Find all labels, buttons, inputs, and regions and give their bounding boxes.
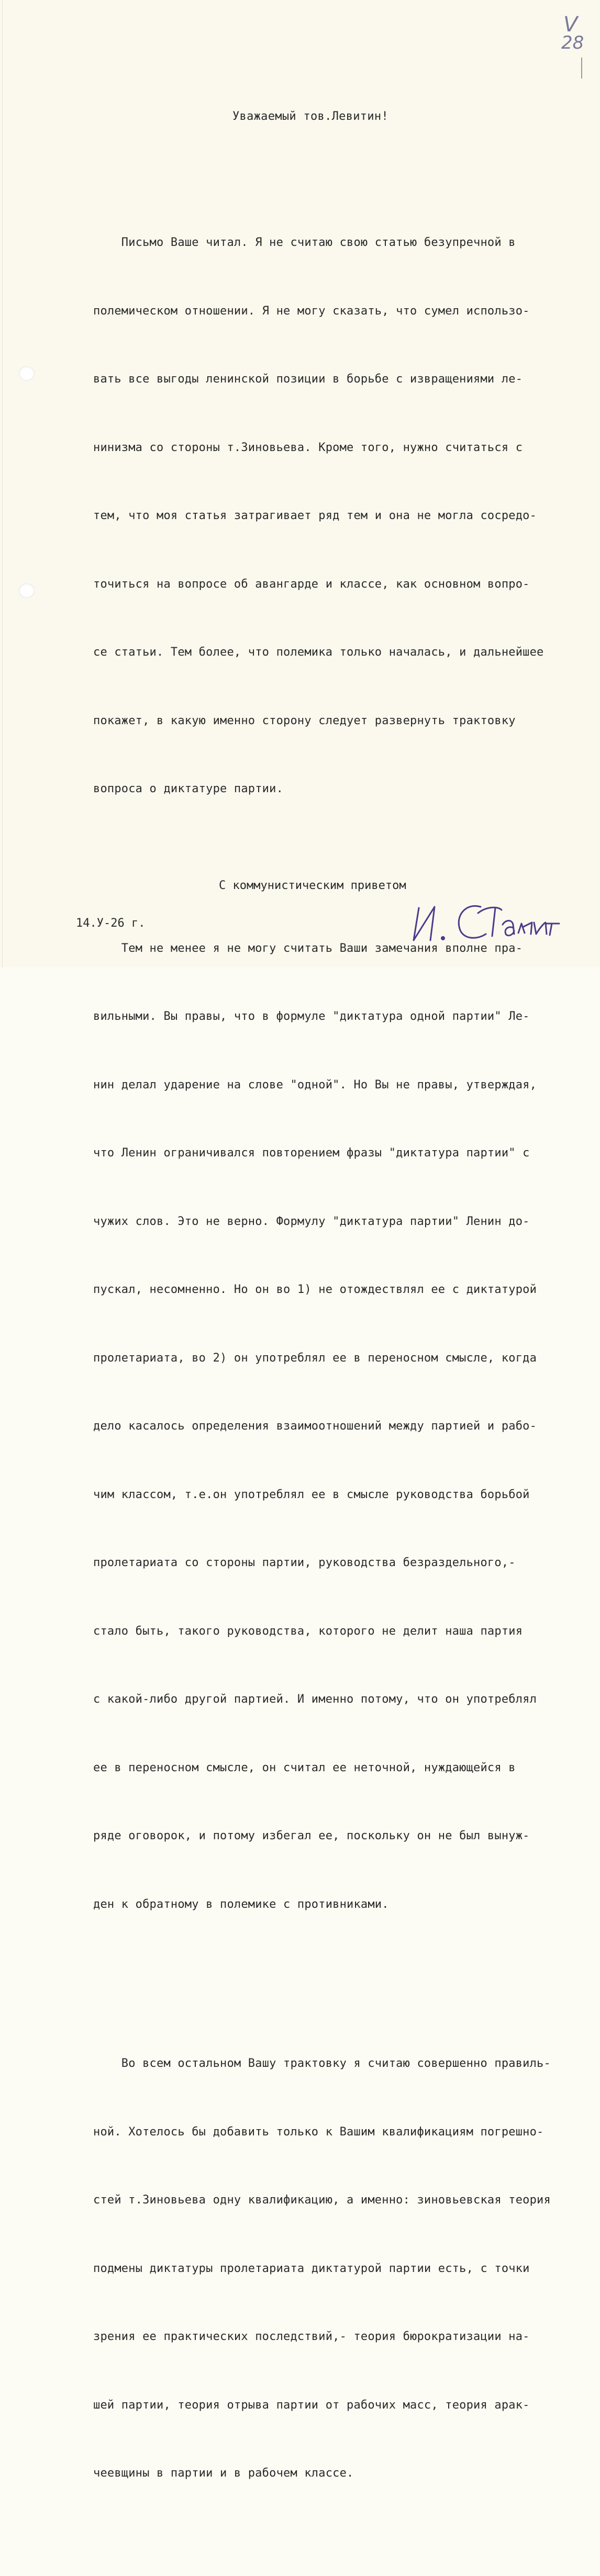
punch-hole <box>19 366 35 381</box>
text-line: ряде оговорок, и потому избегал ее, поскольку он не был вынуж- <box>93 1829 530 1842</box>
letter-body <box>93 140 575 2576</box>
letter-salutation: Уважаемый тов.Левитин! <box>232 110 388 123</box>
text-line: пролетариата со стороны партии, руководства безраздельного,- <box>93 1556 516 1569</box>
text-line: стей т.Зиновьева одну квалификацию, а именно: зиновьевская теория <box>93 2193 551 2207</box>
text-line: чужих слов. Это не верно. Формулу "диктатура партии" Ленин до- <box>93 1214 530 1228</box>
letter-closing: С коммунистическим приветом <box>219 879 406 892</box>
archive-page-mark <box>559 13 596 54</box>
text-line: нин делал ударение на слове "одной". Но Вы не правы, утверждая, <box>93 1078 537 1092</box>
text-line: дело касалось определения взаимоотношений между партией и рабо- <box>93 1420 537 1433</box>
text-line: вильными. Вы правы, что в формуле "диктатура одной партии" Ле- <box>93 1010 530 1023</box>
text-line: пролетариата, во 2) он употреблял ее в переносном смысле, когда <box>93 1351 537 1365</box>
handwritten-signature <box>407 892 564 950</box>
text-line: с какой-либо другой партией. И именно потому, что он употреблял <box>93 1693 537 1706</box>
text-line: точиться на вопросе об авангарде и классе, как основном вопро- <box>93 577 530 591</box>
text-line: пускал, несомненно. Но он во 1) не отождествлял ее с диктатурой <box>93 1283 537 1296</box>
paragraph-1 <box>93 186 575 846</box>
text-line: чим классом, т.е.он употреблял ее в смысле руководства борьбой <box>93 1488 530 1501</box>
text-line: ден к обратному в полемике с противниками. <box>93 1897 389 1911</box>
text-line: полемическом отношении. Я не могу сказать, что сумел использо- <box>93 304 530 318</box>
text-line: что Ленин ограничивался повторением фразы "диктатура партии" с <box>93 1146 530 1160</box>
text-line: подмены диктатуры пролетариата диктатурой партии есть, с точки <box>93 2262 530 2275</box>
text-line: шей партии, теория отрыва партии от рабочих масс, теория арак- <box>93 2398 530 2412</box>
text-line: вопроса о диктатуре партии. <box>93 782 284 795</box>
text-line: Письмо Ваше читал. Я не считаю свою статью безупречной в <box>93 236 516 249</box>
paragraph-2 <box>93 892 575 1962</box>
text-line: стало быть, такого руководства, которого не делит наша партия <box>93 1624 523 1638</box>
punch-hole <box>19 583 35 598</box>
text-line: чеевщины в партии и в рабочем классе. <box>93 2467 354 2480</box>
text-line: зрения ее практических последствий,- теория бюрократизации на- <box>93 2330 530 2343</box>
text-line: Во всем остальном Вашу трактовку я считаю совершенно правиль- <box>93 2057 551 2070</box>
text-line: нинизма со стороны т.Зиновьева. Кроме того, нужно считаться с <box>93 441 523 454</box>
page-edge-line <box>2 0 3 968</box>
archive-tick-mark: V <box>563 13 578 37</box>
text-line: се статьи. Тем более, что полемика только началась, и дальнейшее <box>93 646 544 659</box>
text-line: Тем не менее я не могу считать Ваши замечания вполне пра- <box>93 941 523 955</box>
paragraph-3 <box>93 2007 575 2530</box>
text-line: вать все выгоды ленинской позиции в борьбе с извращениями ле- <box>93 373 523 386</box>
text-line: покажет, в какую именно сторону следует развернуть трактовку <box>93 714 516 727</box>
archive-margin-stroke <box>581 58 582 78</box>
archive-page-number: 28 <box>561 32 584 53</box>
text-line: тем, что моя статья затрагивает ряд тем и она не могла сосредо- <box>93 509 537 522</box>
text-line: ее в переносном смысле, он считал ее неточной, нуждающейся в <box>93 1761 516 1774</box>
text-line: ной. Хотелось бы добавить только к Вашим квалификациям погрешно- <box>93 2125 544 2139</box>
letter-date: 14.У-26 г. <box>76 917 146 930</box>
